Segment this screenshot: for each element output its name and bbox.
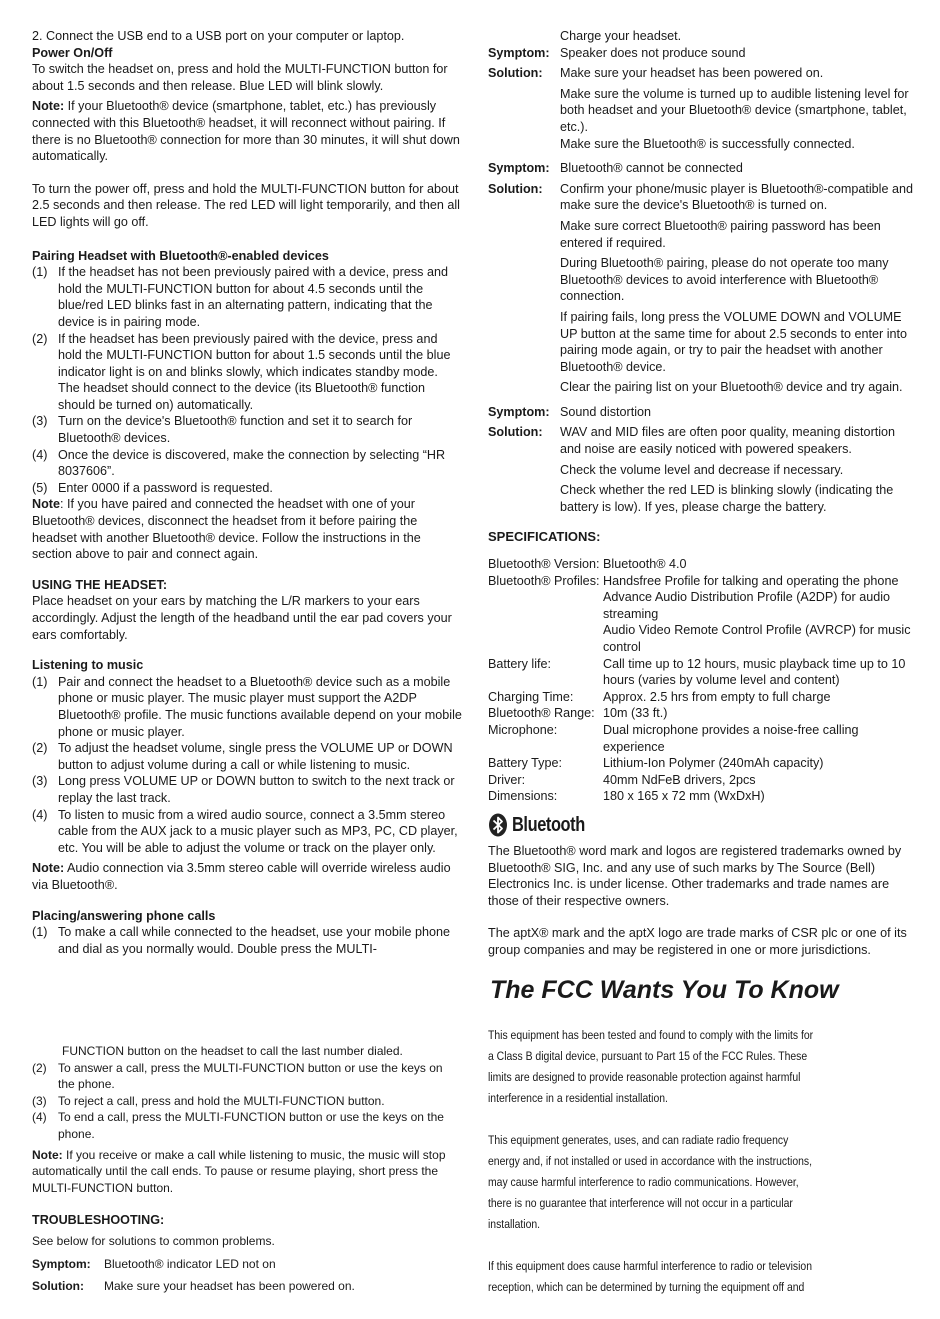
troubleshooting-heading: TROUBLESHOOTING: bbox=[32, 1213, 165, 1228]
symptom-row: Symptom: Bluetooth® indicator LED not on bbox=[32, 1256, 276, 1271]
calls-note: Note: If you receive or make a call while listening to music, the music will stop automatically until the call ends. To pause or resume playing, short press the MULTI-FUNCTION button. bbox=[32, 1147, 446, 1195]
fcc-paragraph: This equipment has been tested and found to comply with the limits for a Class B digital device, pursuant to Part 15 of the FCC Rules. These limits are designed to provide reasonable protection against harmful interference in a residential installation. bbox=[488, 1027, 814, 1105]
right-column bbox=[488, 0, 918, 1319]
spec-row: Bluetooth® Range: 10m (33 ft.) bbox=[488, 706, 668, 721]
power-on-text: To switch the headset on, press and hold the MULTI-FUNCTION button for about 1.5 seconds and then release. Blue LED will blink slowly. bbox=[32, 62, 448, 93]
power-note: Note: If your Bluetooth® device (smartphone, tablet, etc.) has previously connected with this Bluetooth® headset, it will reconnect without pairing. If there is no Bluetooth® connection for more than 30 minutes, it will shut down automatically. bbox=[32, 99, 460, 164]
solution-row: Solution: Confirm your phone/music player is Bluetooth®-compatible and make sure the device's Bluetooth® is turned on. bbox=[488, 181, 913, 213]
spec-row: Microphone: Dual microphone provides a noise-free calling experience bbox=[488, 722, 859, 754]
fcc-section bbox=[488, 1025, 918, 1298]
spec-row: Charging Time: Approx. 2.5 hrs from empty to full charge bbox=[488, 689, 831, 704]
calls-continuation: FUNCTION button on the headset to call the last number dialed. bbox=[62, 1044, 403, 1058]
spec-row: Battery life: Call time up to 12 hours, music playback time up to 10 hours (varies by volume level and content) bbox=[488, 656, 906, 688]
pairing-list bbox=[32, 264, 462, 496]
solution-text: Check the volume level and decrease if necessary. bbox=[560, 462, 844, 477]
aptx-text: The aptX® mark and the aptX logo are trade marks of CSR plc or one of its group companies and may be registered in one or more jurisdictions. bbox=[488, 926, 907, 957]
music-note: Note: Audio connection via 3.5mm stereo cable will override wireless audio via Bluetooth®. bbox=[32, 861, 451, 892]
solution-row: Solution: Make sure your headset has been powered on. bbox=[32, 1279, 355, 1294]
list-item: (4) To end a call, press the MULTI-FUNCTION button or use the keys on the phone. bbox=[32, 1110, 444, 1141]
list-item: (3) Long press VOLUME UP or DOWN button to switch to the next track or replay the last track. bbox=[32, 774, 455, 805]
bluetooth-icon bbox=[488, 813, 508, 837]
solution-text: If pairing fails, long press the VOLUME DOWN and VOLUME UP button at the same time for about 2.5 seconds to enter into pairing mode again, or try to pair the headset with another Bluetooth® device. bbox=[560, 309, 908, 374]
solution-text: Make sure correct Bluetooth® pairing password has been entered if required. bbox=[560, 218, 881, 250]
solution-text: Make sure the volume is turned up to audible listening level for both headset and your Bluetooth® device (smartphone, tablet, etc.). bbox=[560, 86, 909, 134]
calls-heading: Placing/answering phone calls bbox=[32, 908, 216, 923]
symptom-row: Symptom: Bluetooth® cannot be connected bbox=[488, 161, 743, 176]
troubleshooting-intro: See below for solutions to common problems. bbox=[32, 1233, 275, 1248]
solution-text: Check whether the red LED is blinking slowly (indicating the battery is low). If yes, please charge the battery. bbox=[560, 483, 894, 514]
power-off-text: To turn the power off, press and hold the MULTI-FUNCTION button for about 2.5 seconds and then release. The red LED will light temporarily, and then all LED lights will go off. bbox=[32, 181, 460, 229]
spec-row: Battery Type: Lithium-Ion Polymer (240mAh capacity) bbox=[488, 756, 824, 771]
symptom-row: Symptom: Sound distortion bbox=[488, 404, 652, 419]
power-heading: Power On/Off bbox=[32, 45, 113, 60]
specifications-table bbox=[488, 556, 918, 805]
bluetooth-logo: Bluetooth bbox=[488, 813, 918, 837]
solution-row: Solution: Make sure your headset has been powered on. bbox=[488, 66, 824, 81]
list-item: (2) To adjust the headset volume, single press the VOLUME UP or DOWN button to adjust volume during a call or while listening to music. bbox=[32, 741, 453, 772]
list-item: (2) If the headset has been previously paired with the device, press and hold the MULTI-FUNCTION button for about 1.5 seconds until the blue indicator light is on and blinks slowly, which indicates standby mode. The headset should connect to the device (its Bluetooth® function should be turned on) automatically. bbox=[32, 331, 451, 412]
spec-row: Dimensions: 180 x 165 x 72 mm (WxDxH) bbox=[488, 789, 765, 804]
list-item: (5) Enter 0000 if a password is requested. bbox=[32, 480, 273, 495]
list-item: (4) To listen to music from a wired audio source, connect a 3.5mm stereo cable from the AUX jack to a music player such as MP3, PC, CD player, etc. You will be able to adjust the volume or track on the player only. bbox=[32, 807, 458, 855]
solution-text: Make sure the Bluetooth® is successfully connected. bbox=[560, 136, 855, 151]
music-heading: Listening to music bbox=[32, 658, 144, 673]
left-column-lower bbox=[32, 1043, 462, 1295]
list-item: (4) Once the device is discovered, make the connection by selecting “HR 8037606”. bbox=[32, 447, 446, 479]
spec-row: Bluetooth® Version: Bluetooth® 4.0 bbox=[488, 557, 687, 572]
solution-text: During Bluetooth® pairing, please do not operate too many Bluetooth® devices to avoid interference with Bluetooth® connection. bbox=[560, 256, 889, 304]
using-text: Place headset on your ears by matching the L/R markers to your ears accordingly. Adjust the length of the headband until the ear pad covers your ears comfortably. bbox=[32, 594, 452, 642]
charge-text: Charge your headset. bbox=[560, 29, 682, 43]
spec-row: Bluetooth® Profiles: Handsfree Profile for talking and operating the phone Advance Audio Distribution Profile (A2DP) for audio streaming Audio Video Remote Control Profile (AVRCP) for music control bbox=[488, 573, 911, 654]
usb-step: 2. Connect the USB end to a USB port on your computer or laptop. bbox=[32, 29, 405, 43]
solution-row: Solution: WAV and MID files are often poor quality, meaning distortion and noise are easily noticed with powered speakers. bbox=[488, 425, 896, 457]
list-item: (3) To reject a call, press and hold the MULTI-FUNCTION button. bbox=[32, 1093, 385, 1108]
list-item: (1) If the headset has not been previously paired with a device, press and hold the MULTI-FUNCTION button for about 4.5 seconds until the blue/red LED blinks fast in an alternating pattern, indicating that the device is in pairing mode. bbox=[32, 265, 448, 329]
fcc-paragraph: This equipment generates, uses, and can radiate radio frequency energy and, if not installed or used in accordance with the instructions, may cause harmful interference to radio communications. However, there is no guarantee that interference will not occur in a particular installation. bbox=[488, 1132, 813, 1231]
fcc-title: The FCC Wants You To Know bbox=[490, 975, 839, 1004]
solution-text: Clear the pairing list on your Bluetooth® device and try again. bbox=[560, 380, 903, 395]
using-heading: USING THE HEADSET: bbox=[32, 577, 168, 592]
specifications-heading: SPECIFICATIONS: bbox=[488, 529, 601, 545]
spec-row: Driver: 40mm NdFeB drivers, 2pcs bbox=[488, 772, 756, 787]
list-item: (3) Turn on the device's Bluetooth® function and set it to search for Bluetooth® devices. bbox=[32, 414, 413, 446]
music-list bbox=[32, 674, 462, 857]
left-column bbox=[32, 0, 462, 957]
list-item: (1) To make a call while connected to the headset, use your mobile phone and dial as you normally would. Double press the MULTI- bbox=[32, 925, 451, 956]
trademark-text: The Bluetooth® word mark and logos are registered trademarks owned by Bluetooth® SIG, Inc. and any use of such marks by The Source (Bell) Electronics Inc. is under license. Other trademarks and trade names are those of their respective owners. bbox=[488, 843, 902, 908]
pairing-heading: Pairing Headset with Bluetooth®-enabled devices bbox=[32, 248, 329, 263]
pairing-note: Note: If you have paired and connected the headset with one of your Bluetooth® devices, disconnect the headset from it before pairing the headset with another Bluetooth® device. Follow the instructions in the section above to pair and connect again. bbox=[32, 497, 421, 562]
list-item: (2) To answer a call, press the MULTI-FUNCTION button or use the keys on the phone. bbox=[32, 1060, 443, 1092]
fcc-paragraph: If this equipment does cause harmful interference to radio or television reception, which can be determined by turning the equipment off and bbox=[488, 1258, 812, 1294]
list-item: (1) Pair and connect the headset to a Bluetooth® device such as a mobile phone or music player. The music player must support the A2DP Bluetooth® profile. The music functions available depend on your mobile phone or music player. bbox=[32, 674, 462, 739]
symptom-row: Symptom: Speaker does not produce sound bbox=[488, 45, 746, 60]
